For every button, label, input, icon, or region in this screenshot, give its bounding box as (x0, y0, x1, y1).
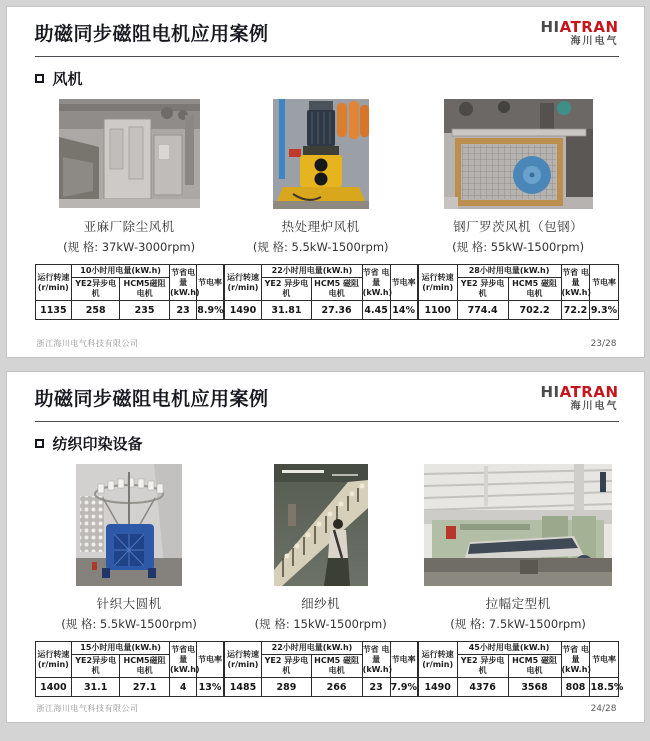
col-hcm5: HCM5磁阻电机 (120, 655, 170, 678)
col-hcm5: HCM5 磁阻电机 (508, 655, 561, 678)
col-hcm5: HCM5 磁阻电机 (508, 278, 561, 301)
case-row (35, 464, 624, 701)
slide-fans (6, 6, 645, 358)
val-saving: 23 (362, 678, 390, 697)
energy-table (224, 641, 418, 697)
slide-footer (35, 701, 619, 716)
energy-table (35, 641, 224, 697)
col-saving: 节省电量 (kW.h) (170, 265, 197, 301)
section-header-fans (35, 68, 619, 89)
machine-spec: (规 格: 5.5kW-1500rpm) (61, 617, 197, 631)
val-saving: 23 (170, 301, 197, 320)
col-ye2: YE2 异步电机 (262, 278, 311, 301)
machine-name: 热处理炉风机 (281, 219, 360, 234)
col-hcm5: HCM5 磁阻电机 (311, 655, 362, 678)
energy-table (35, 264, 224, 320)
col-speed: 运行转速 (r/min) (224, 642, 262, 678)
col-hcm5: HCM5 磁阻电机 (311, 278, 362, 301)
col-saving: 节省 电量 (kW.h) (561, 265, 590, 301)
section-label: 风机 (52, 70, 83, 88)
val-ye2: 774.4 (457, 301, 508, 320)
col-rate: 节电率 (390, 265, 417, 301)
col-speed: 运行转速 (r/min) (418, 265, 457, 301)
col-hcm5: HCM5磁阻电机 (120, 278, 170, 301)
photo-spinning-frame (274, 464, 368, 588)
val-speed: 1400 (35, 678, 72, 697)
slide-header (35, 20, 619, 57)
val-ye2: 31.1 (72, 678, 120, 697)
col-usage: 10小时用电量(kW.h) (72, 265, 170, 278)
col-rate: 节电率 (590, 642, 618, 678)
col-ye2: YE2 异步电机 (457, 278, 508, 301)
case-linen-dust-fan (35, 99, 224, 336)
brand-chinese-name: 海川电气 (570, 36, 619, 47)
val-speed: 1490 (418, 678, 457, 697)
val-ye2: 258 (72, 301, 120, 320)
machine-name: 细纱机 (301, 596, 341, 611)
machine-spec: (规 格: 55kW-1500rpm) (452, 240, 585, 254)
machine-name: 钢厂罗茨风机（包钢） (453, 219, 584, 234)
val-ye2: 289 (262, 678, 311, 697)
furnace-fan-photo-illustration (273, 99, 369, 209)
val-hcm5: 27.36 (311, 301, 362, 320)
square-bullet-icon (35, 74, 44, 83)
machine-name: 针织大圆机 (96, 596, 162, 611)
machine-spec: (规 格: 15kW-1500rpm) (254, 617, 387, 631)
val-hcm5: 702.2 (508, 301, 561, 320)
col-usage: 45小时用电量(kW.h) (457, 642, 561, 655)
col-saving: 节省 电量 (kW.h) (362, 642, 390, 678)
page-number: 24/28 (590, 704, 617, 714)
col-ye2: YE2异步电机 (72, 655, 120, 678)
val-saving: 4.45 (362, 301, 390, 320)
machine-spec: (规 格: 37kW-3000rpm) (63, 240, 196, 254)
col-ye2: YE2异步电机 (72, 278, 120, 301)
val-hcm5: 235 (120, 301, 170, 320)
val-rate: 13% (197, 678, 223, 697)
col-speed: 运行转速 (r/min) (224, 265, 262, 301)
col-rate: 节电率 (197, 642, 223, 678)
val-speed: 1135 (35, 301, 72, 320)
val-hcm5: 27.1 (120, 678, 170, 697)
page-title: 助磁同步磁阻电机应用案例 (34, 23, 269, 45)
section-label: 纺织印染设备 (52, 435, 143, 453)
val-ye2: 4376 (457, 678, 508, 697)
slide-textile (6, 371, 645, 723)
val-speed: 1485 (224, 678, 262, 697)
val-hcm5: 266 (311, 678, 362, 697)
val-speed: 1100 (418, 301, 457, 320)
col-usage: 22小时用电量(kW.h) (262, 642, 362, 655)
val-ye2: 31.81 (262, 301, 311, 320)
hiatran-logo (540, 20, 618, 47)
energy-table (418, 264, 619, 320)
val-saving: 72.2 (561, 301, 590, 320)
val-rate: 18.5% (590, 678, 618, 697)
col-saving: 节省 电量 (kW.h) (561, 642, 590, 678)
hiatran-logo (540, 385, 618, 412)
val-saving: 808 (561, 678, 590, 697)
brand-wordmark: HIATRAN (540, 383, 619, 401)
section-header-textile (35, 433, 619, 454)
val-rate: 7.9% (390, 678, 417, 697)
photo-stenter-machine (424, 464, 612, 588)
roots-blower-photo-illustration (444, 99, 593, 209)
machine-name: 拉幅定型机 (485, 596, 551, 611)
col-rate: 节电率 (390, 642, 417, 678)
col-ye2: YE2 异步电机 (262, 655, 311, 678)
case-spinning-frame (224, 464, 418, 701)
knitting-machine-photo-illustration (76, 464, 182, 586)
slide-header (35, 385, 619, 422)
col-speed: 运行转速 (r/min) (35, 642, 72, 678)
val-rate: 14% (390, 301, 417, 320)
case-stenter-machine (418, 464, 624, 701)
photo-linen-dust-fan (59, 99, 200, 211)
energy-table (224, 264, 418, 320)
col-saving: 节省电量 (kW.h) (170, 642, 197, 678)
case-knitting-machine (35, 464, 224, 701)
company-name: 浙江海川电气科技有限公司 (36, 704, 139, 713)
col-usage: 15小时用电量(kW.h) (72, 642, 170, 655)
machine-name: 亚麻厂除尘风机 (83, 219, 175, 234)
photo-knitting-machine (76, 464, 182, 588)
brand-chinese-name: 海川电气 (570, 401, 619, 412)
col-usage: 28小时用电量(kW.h) (457, 265, 561, 278)
machine-spec: (规 格: 7.5kW-1500rpm) (450, 617, 586, 631)
energy-table (418, 641, 624, 697)
val-saving: 4 (170, 678, 197, 697)
case-roots-blower (418, 99, 619, 336)
page-number: 23/28 (590, 339, 617, 349)
val-speed: 1490 (224, 301, 262, 320)
col-rate: 节电率 (197, 265, 223, 301)
slide-footer (35, 336, 619, 351)
company-name: 浙江海川电气科技有限公司 (36, 339, 139, 348)
col-saving: 节省 电量 (kW.h) (362, 265, 390, 301)
col-speed: 运行转速 (r/min) (35, 265, 72, 301)
square-bullet-icon (35, 439, 44, 448)
col-rate: 节电率 (590, 265, 618, 301)
col-usage: 22小时用电量(kW.h) (262, 265, 362, 278)
dust-fan-photo-illustration (59, 99, 200, 208)
page-title: 助磁同步磁阻电机应用案例 (34, 388, 269, 410)
col-ye2: YE2 异步电机 (457, 655, 508, 678)
val-rate: 9.3% (590, 301, 618, 320)
spinning-frame-photo-illustration (274, 464, 368, 586)
val-rate: 8.9% (197, 301, 223, 320)
machine-spec: (规 格: 5.5kW-1500rpm) (252, 240, 389, 254)
col-speed: 运行转速 (r/min) (418, 642, 457, 678)
brand-wordmark: HIATRAN (540, 18, 619, 36)
photo-furnace-fan (273, 99, 369, 211)
val-hcm5: 3568 (508, 678, 561, 697)
case-furnace-fan (224, 99, 418, 336)
photo-roots-blower (444, 99, 593, 211)
stenter-photo-illustration (424, 464, 612, 586)
case-row (35, 99, 619, 336)
